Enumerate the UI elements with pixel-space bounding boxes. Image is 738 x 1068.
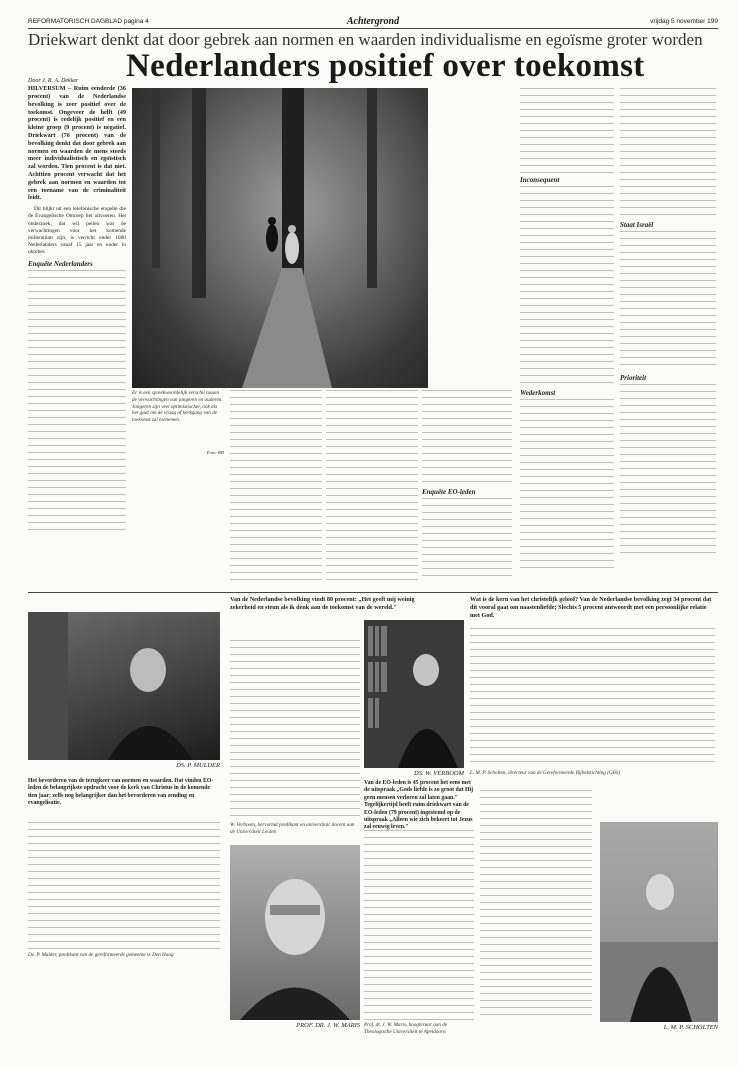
maris-comment [364,830,474,1020]
section-divider [28,592,718,593]
maris-signature: Prof. dr. J. W. Maris, hoogleraar aan de Theologische Universiteit te Apeldoorn [364,1022,448,1035]
verboom-name: DS. W. VERBOOM [414,770,464,777]
mulder-name: DS. P. MULDER [176,762,220,769]
article-column-4 [422,390,512,585]
subheading-enquete-nederlanders: Enquête Nederlanders [28,259,93,268]
subheading-inconsequent: Inconsequent [520,176,560,184]
mulder-photo [28,612,220,760]
subheading-enquete-eo-leden: Enquête EO-leden [422,488,476,496]
article-intro: Dit blijkt uit een telefonische enquête die de Evangelische Omroep liet uitvoeren. Het onderzoek, dat wil peilen wat de verwachtingen voor het komende millennium zijn, is verricht onder 1000 Nederlanders vanaf 15 jaar en ouder in oktober. [28,206,126,256]
subheading-prioriteit: Prioriteit [620,374,647,383]
scholten-signature: L. M. P. Scholten, directeur van de Gereformeerde Bijbelstichting (GBS) [470,770,621,776]
scholten-portrait [600,822,718,1022]
subheading-wederkomst: Wederkomst [520,389,556,398]
photo-caption: Er is een spreekwoordelijk verschil tussen de verwachtingen van jongeren en ouderen. Jongeren zijn veel optimistischer, ook als het gaat om de vraag of kerkgang van de toekomst zal toenemen. [132,390,223,424]
byline: Door J. R. A. Dekker [28,78,79,84]
maris-portrait [230,845,360,1020]
article-kicker: Driekwart denkt dat door gebrek aan normen en waarden individualisme en egoïsme groter worden [28,30,703,49]
body-text [28,270,126,530]
forest-photo [132,88,428,388]
forest-photo-illustration [132,88,428,388]
verboom-portrait [364,620,464,768]
quote-middle: Van de EO-leden is 45 procent het eens met de uitspraak „Gods liefde is zo groot dat Hij geen mensen verloren zal laten gaan." Tegelijkertijd heeft ruim driekwart van de EO-leden (79 procent) ingestemd op de uitspraak „Alleen wie zich bekeert tot Jezus zal eeuwig leven." [364,780,474,831]
verboom-comment [230,640,360,820]
subheading-staat-israel: Staat Israël [620,221,654,229]
article-lead: HILVERSUM – Ruim eenderde (36 procent) van de Nederlandse bevolking is zeer positief over de toekomst. Ongeveer de helft (49 procent) is redelijk positief en een kleine groep (9 procent) is negatief. Driekwart (76 procent) van de bevolking denkt dat door gebrek aan normen en waarden de mens steeds meer individualistisch en egoïstisch zal worden. Tien procent is dat niet. Achttien procent verwacht dat het gebrek aan normen en waarden tot een toename van de criminaliteit leidt. [28,85,126,202]
question-box-right: Wat is de kern van het christelijk geloof? Van de Nederlandse bevolking zegt 34 procent dat dit vooral gaat om naastenliefde; Slechts 5 procent antwoordt met een persoonlijke relatie met God. [470,596,712,619]
article-column-2 [230,390,322,585]
publication-date: vrijdag 5 november 199 [650,18,718,25]
article-column-3 [326,390,418,585]
article-column-1 [28,78,126,588]
verboom-photo [364,620,464,768]
article-headline: Nederlanders positief over toekomst [126,48,645,84]
photo-credit: Foto: RD [206,450,224,455]
quote-left: Het bevorderen van de terugkeer van normen en waarden. Dat vinden EO-leden de belangrijkste opdracht voor de kerk van Christus in de komende tien jaar; zelfs nog belangrijker dan het bevorderen van zending en evangelisatie. [28,778,214,807]
mulder-portrait [28,612,220,760]
scholten-photo [600,822,718,1022]
scholten-name: L. M. P. SCHOLTEN [663,1024,718,1031]
article-column-6 [620,88,716,588]
mulder-signature: Ds. P. Mulder, predikant van de gereformeerde gemeente te Den Haag [28,952,174,958]
scholten-comment [470,628,715,768]
maris-name: PROF. DR. J. W. MARIS [296,1022,360,1029]
article-column-5 [520,88,614,588]
question-box-left: Van de Nederlandse bevolking vindt 80 procent: „Het geeft mij weinig zekerheid en steun als ik denk aan de toekomst van de wereld." [230,596,415,611]
verboom-signature: W. Verboom, hervormd predikant en universitair docent aan de Universiteit Leiden [230,822,355,835]
scholten-comment-continued [480,790,592,1020]
page-header [28,16,718,28]
header-rule [28,28,718,29]
publication-name: REFORMATORISCH DAGBLAD pagina 4 [28,18,149,25]
maris-photo [230,845,360,1020]
section-title: Achtergrond [346,16,400,27]
mulder-comment [28,822,220,950]
